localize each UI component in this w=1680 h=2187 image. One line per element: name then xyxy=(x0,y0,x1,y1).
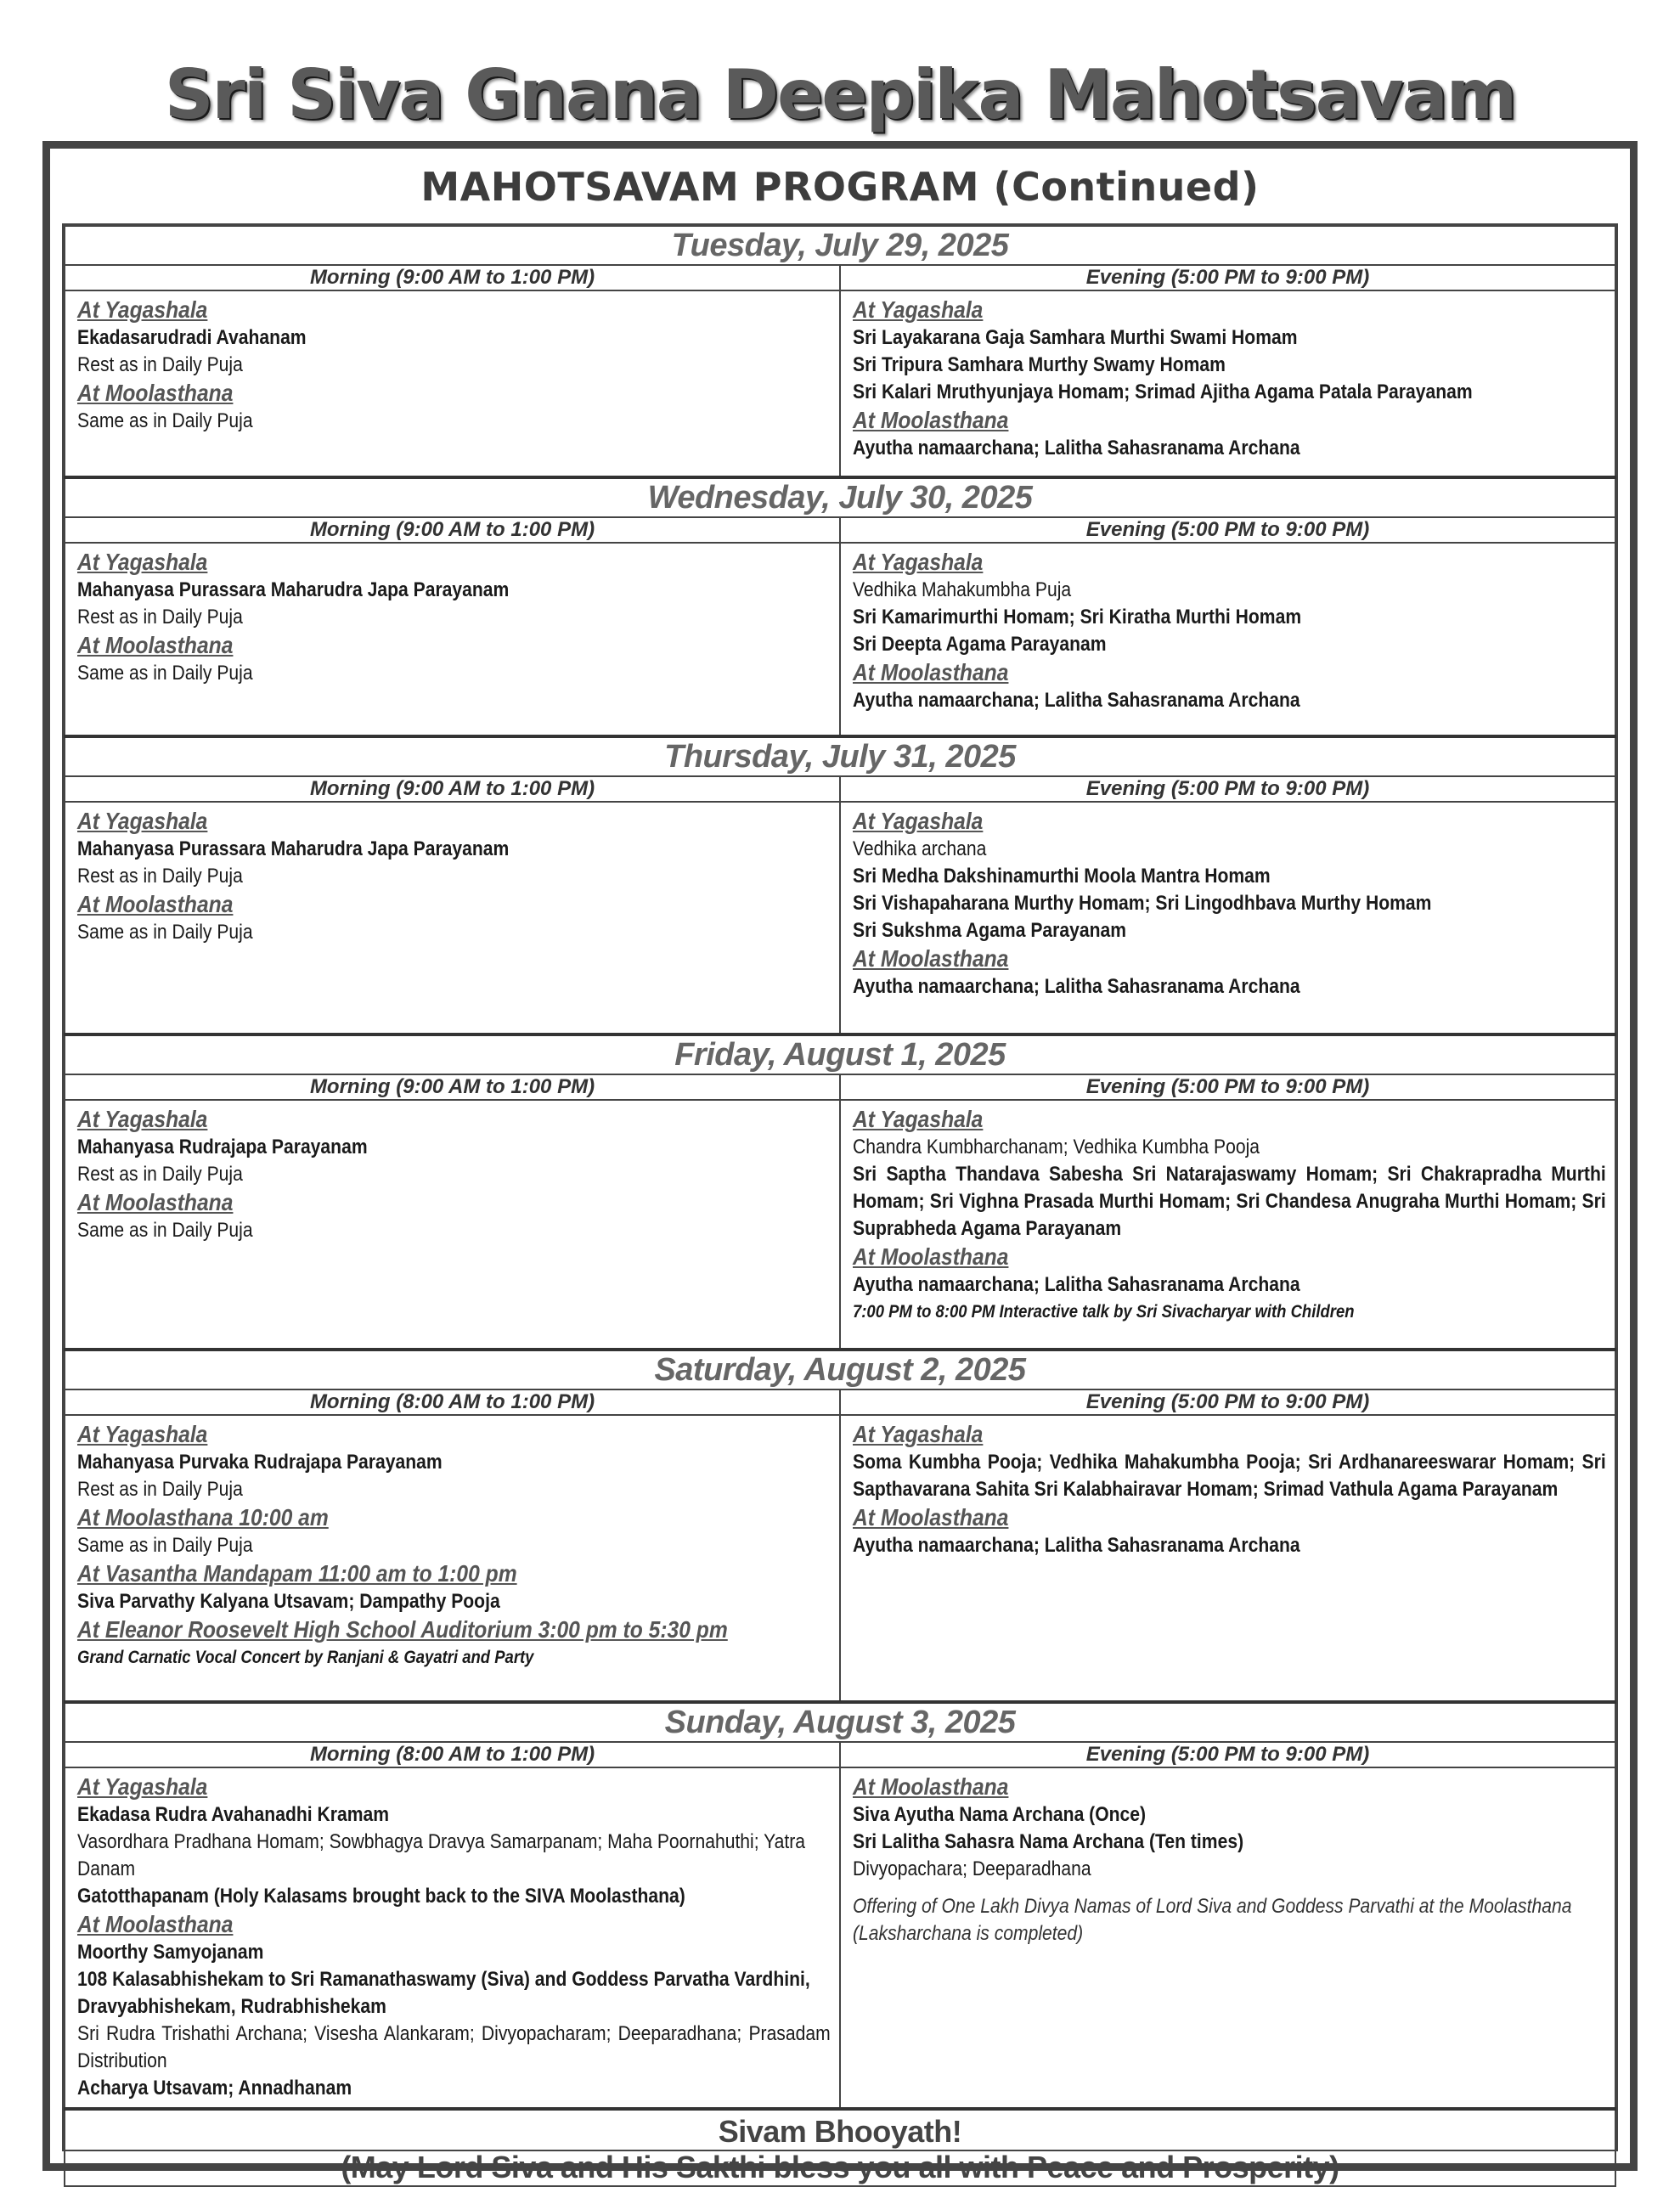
location-heading: At Moolasthana xyxy=(853,945,1009,972)
footer-greeting: Sivam Bhooyath! xyxy=(718,2114,962,2149)
location-heading: At Yagashala xyxy=(853,296,984,323)
schedule-item: Sri Lalitha Sahasra Nama Archana (Ten times) xyxy=(853,1830,1244,1853)
location-heading: At Moolasthana xyxy=(853,1243,1009,1270)
location-heading: At Yagashala xyxy=(853,808,984,834)
day-date: Saturday, August 2, 2025 xyxy=(65,1350,1615,1389)
day-header-row xyxy=(65,736,1615,776)
program-table xyxy=(64,225,1616,2187)
schedule-item: Sri Kalari Mruthyunjaya Homam; Srimad Ajitha Agama Patala Parayanam xyxy=(853,380,1473,403)
schedule-item: Ayutha namaarchana; Lalitha Sahasranama Archana xyxy=(853,689,1300,712)
schedule-item: Siva Parvathy Kalyana Utsavam; Dampathy Pooja xyxy=(77,1590,500,1613)
schedule-item: Sri Kamarimurthi Homam; Sri Kiratha Murthi Homam xyxy=(853,606,1302,628)
morning-session-label: Morning (8:00 AM to 1:00 PM) xyxy=(65,1389,840,1415)
morning-session-label: Morning (9:00 AM to 1:00 PM) xyxy=(65,1074,840,1100)
session-content-row xyxy=(65,543,1615,736)
schedule-item: Ayutha namaarchana; Lalitha Sahasranama Archana xyxy=(853,1273,1300,1296)
location-heading: At Yagashala xyxy=(853,1106,984,1132)
evening-schedule-cell xyxy=(840,1100,1615,1350)
session-content-row xyxy=(65,1100,1615,1350)
evening-session-label: Evening (5:00 PM to 9:00 PM) xyxy=(840,517,1615,543)
evening-schedule-cell xyxy=(840,1767,1615,2109)
schedule-item: Mahanyasa Purvaka Rudrajapa Parayanam xyxy=(77,1451,443,1474)
day-date: Wednesday, July 30, 2025 xyxy=(65,477,1615,517)
evening-schedule-cell xyxy=(840,543,1615,736)
schedule-item: Ayutha namaarchana; Lalitha Sahasranama Archana xyxy=(853,437,1300,459)
location-heading: At Moolasthana xyxy=(77,1911,234,1937)
schedule-item: Rest as in Daily Puja xyxy=(77,1478,243,1501)
session-header-row xyxy=(65,1389,1615,1415)
page-title: Sri Siva Gnana Deepika Mahotsavam xyxy=(164,55,1516,134)
morning-schedule-cell xyxy=(65,1100,840,1350)
location-heading: At Moolasthana xyxy=(853,1504,1009,1530)
session-content-row xyxy=(65,802,1615,1034)
schedule-item: Same as in Daily Puja xyxy=(77,921,253,944)
footer-blessing xyxy=(65,2109,1615,2186)
program-title: MAHOTSAVAM PROGRAM (Continued) xyxy=(420,164,1260,210)
schedule-item: Sri Rudra Trishathi Archana; Visesha Alankaram; Divyopacharam; Deeparadhana; Prasadam Distribution xyxy=(77,2022,831,2072)
schedule-item: Same as in Daily Puja xyxy=(77,662,253,685)
schedule-item: Grand Carnatic Vocal Concert by Ranjani & Gayatri and Party xyxy=(77,1648,534,1667)
program-table-container xyxy=(62,223,1618,2184)
program-frame xyxy=(42,141,1638,2184)
location-heading: At Yagashala xyxy=(77,808,208,834)
morning-session-label: Morning (8:00 AM to 1:00 PM) xyxy=(65,1742,840,1767)
location-heading: At Yagashala xyxy=(77,1106,208,1132)
schedule-item: Ekadasa Rudra Avahanadhi Kramam xyxy=(77,1803,390,1826)
schedule-item: Vedhika Mahakumbha Puja xyxy=(853,578,1072,601)
schedule-item: Sri Medha Dakshinamurthi Moola Mantra Homam xyxy=(853,865,1271,888)
morning-session-label: Morning (9:00 AM to 1:00 PM) xyxy=(65,776,840,802)
location-heading: At Moolasthana xyxy=(77,891,234,917)
schedule-item: Rest as in Daily Puja xyxy=(77,865,243,888)
schedule-item: Rest as in Daily Puja xyxy=(77,353,243,376)
location-heading: At Moolasthana 10:00 am xyxy=(77,1504,329,1530)
evening-session-label: Evening (5:00 PM to 9:00 PM) xyxy=(840,776,1615,802)
schedule-item: Divyopachara; Deeparadhana xyxy=(853,1857,1091,1880)
schedule-item: Mahanyasa Rudrajapa Parayanam xyxy=(77,1136,368,1158)
schedule-item: Sri Layakarana Gaja Samhara Murthi Swami Homam xyxy=(853,326,1298,349)
morning-schedule-cell xyxy=(65,1767,840,2109)
location-heading: At Moolasthana xyxy=(853,1773,1009,1800)
evening-session-label: Evening (5:00 PM to 9:00 PM) xyxy=(840,265,1615,290)
day-date: Sunday, August 3, 2025 xyxy=(65,1702,1615,1742)
day-header-row xyxy=(65,477,1615,517)
evening-schedule-cell xyxy=(840,802,1615,1034)
morning-schedule-cell xyxy=(65,1415,840,1702)
session-header-row xyxy=(65,265,1615,290)
schedule-item: Sri Tripura Samhara Murthy Swamy Homam xyxy=(853,353,1226,376)
evening-session-label: Evening (5:00 PM to 9:00 PM) xyxy=(840,1742,1615,1767)
location-heading: At Vasantha Mandapam 11:00 am to 1:00 pm xyxy=(77,1560,517,1587)
location-heading: At Moolasthana xyxy=(77,632,234,658)
schedule-item: Mahanyasa Purassara Maharudra Japa Parayanam xyxy=(77,578,510,601)
program-table-body xyxy=(65,226,1615,2186)
morning-schedule-cell xyxy=(65,543,840,736)
schedule-item: Ekadasarudradi Avahanam xyxy=(77,326,307,349)
morning-schedule-cell xyxy=(65,802,840,1034)
location-heading: At Yagashala xyxy=(77,1421,208,1447)
session-header-row xyxy=(65,517,1615,543)
schedule-item: Rest as in Daily Puja xyxy=(77,606,243,628)
session-content-row xyxy=(65,1767,1615,2109)
schedule-item: Sri Deepta Agama Parayanam xyxy=(853,633,1107,656)
schedule-item: Ayutha namaarchana; Lalitha Sahasranama Archana xyxy=(853,975,1300,998)
session-content-row xyxy=(65,290,1615,477)
schedule-item: Same as in Daily Puja xyxy=(77,1534,253,1557)
day-date: Tuesday, July 29, 2025 xyxy=(65,226,1615,265)
schedule-item: Ayutha namaarchana; Lalitha Sahasranama Archana xyxy=(853,1534,1300,1557)
morning-session-label: Morning (9:00 AM to 1:00 PM) xyxy=(65,265,840,290)
footer-blessing-text: (May Lord Siva and His Sakthi bless you all with Peace and Prosperity) xyxy=(341,2150,1339,2184)
morning-session-label: Morning (9:00 AM to 1:00 PM) xyxy=(65,517,840,543)
day-header-row xyxy=(65,1702,1615,1742)
schedule-item: Gatotthapanam (Holy Kalasams brought back to the SIVA Moolasthana) xyxy=(77,1885,685,1908)
schedule-item: Sri Sukshma Agama Parayanam xyxy=(853,919,1127,942)
schedule-item: Sri Saptha Thandava Sabesha Sri Natarajaswamy Homam; Sri Chakrapradha Murthi Homam; Sri Vighna Prasada Murthi Homam; Sri Chandesa Anugraha Murthi Homam; Sri Suprabheda Agama Parayanam xyxy=(853,1163,1606,1240)
session-header-row xyxy=(65,1074,1615,1100)
schedule-item: 7:00 PM to 8:00 PM Interactive talk by Sri Sivacharyar with Children xyxy=(853,1302,1355,1322)
schedule-item: Vedhika archana xyxy=(853,837,987,860)
schedule-item: Chandra Kumbharchanam; Vedhika Kumbha Pooja xyxy=(853,1136,1260,1158)
schedule-item: Siva Ayutha Nama Archana (Once) xyxy=(853,1803,1147,1826)
location-heading: At Yagashala xyxy=(77,296,208,323)
session-content-row xyxy=(65,1415,1615,1702)
footer-row xyxy=(65,2109,1615,2186)
evening-session-label: Evening (5:00 PM to 9:00 PM) xyxy=(840,1389,1615,1415)
schedule-item: Soma Kumbha Pooja; Vedhika Mahakumbha Pooja; Sri Ardhanareeswarar Homam; Sri Sapthavarana Sahita Sri Kalabhairavar Homam; Srimad Vathula Agama Parayanam xyxy=(853,1451,1606,1501)
day-header-row xyxy=(65,1034,1615,1074)
location-heading: At Eleanor Roosevelt High School Auditorium 3:00 pm to 5:30 pm xyxy=(77,1616,728,1643)
schedule-item: Rest as in Daily Puja xyxy=(77,1163,243,1186)
schedule-item: Same as in Daily Puja xyxy=(77,409,253,432)
schedule-item: Offering of One Lakh Divya Namas of Lord Siva and Goddess Parvathi at the Moolasthana (Laksharchana is completed) xyxy=(853,1895,1572,1945)
schedule-item: Moorthy Samyojanam xyxy=(77,1941,264,1964)
location-heading: At Moolasthana xyxy=(77,1189,234,1215)
schedule-item: Vasordhara Pradhana Homam; Sowbhagya Dravya Samarpanam; Maha Poornahuthi; Yatra Danam xyxy=(77,1830,806,1880)
location-heading: At Moolasthana xyxy=(77,380,234,406)
location-heading: At Yagashala xyxy=(77,1773,208,1800)
morning-schedule-cell xyxy=(65,290,840,477)
location-heading: At Moolasthana xyxy=(853,407,1009,433)
evening-session-label: Evening (5:00 PM to 9:00 PM) xyxy=(840,1074,1615,1100)
evening-schedule-cell xyxy=(840,1415,1615,1702)
session-header-row xyxy=(65,776,1615,802)
schedule-item: Mahanyasa Purassara Maharudra Japa Parayanam xyxy=(77,837,510,860)
evening-schedule-cell xyxy=(840,290,1615,477)
location-heading: At Yagashala xyxy=(853,549,984,575)
session-header-row xyxy=(65,1742,1615,1767)
day-header-row xyxy=(65,226,1615,265)
day-date: Friday, August 1, 2025 xyxy=(65,1034,1615,1074)
location-heading: At Yagashala xyxy=(853,1421,984,1447)
location-heading: At Yagashala xyxy=(77,549,208,575)
schedule-item: 108 Kalasabhishekam to Sri Ramanathaswamy (Siva) and Goddess Parvatha Vardhini, Dravyabhishekam, Rudrabhishekam xyxy=(77,1968,810,2018)
day-date: Thursday, July 31, 2025 xyxy=(65,736,1615,776)
location-heading: At Moolasthana xyxy=(853,659,1009,685)
schedule-item: Same as in Daily Puja xyxy=(77,1219,253,1242)
schedule-item: Acharya Utsavam; Annadhanam xyxy=(77,2077,352,2100)
day-header-row xyxy=(65,1350,1615,1389)
schedule-item: Sri Vishapaharana Murthy Homam; Sri Lingodhbava Murthy Homam xyxy=(853,892,1432,915)
